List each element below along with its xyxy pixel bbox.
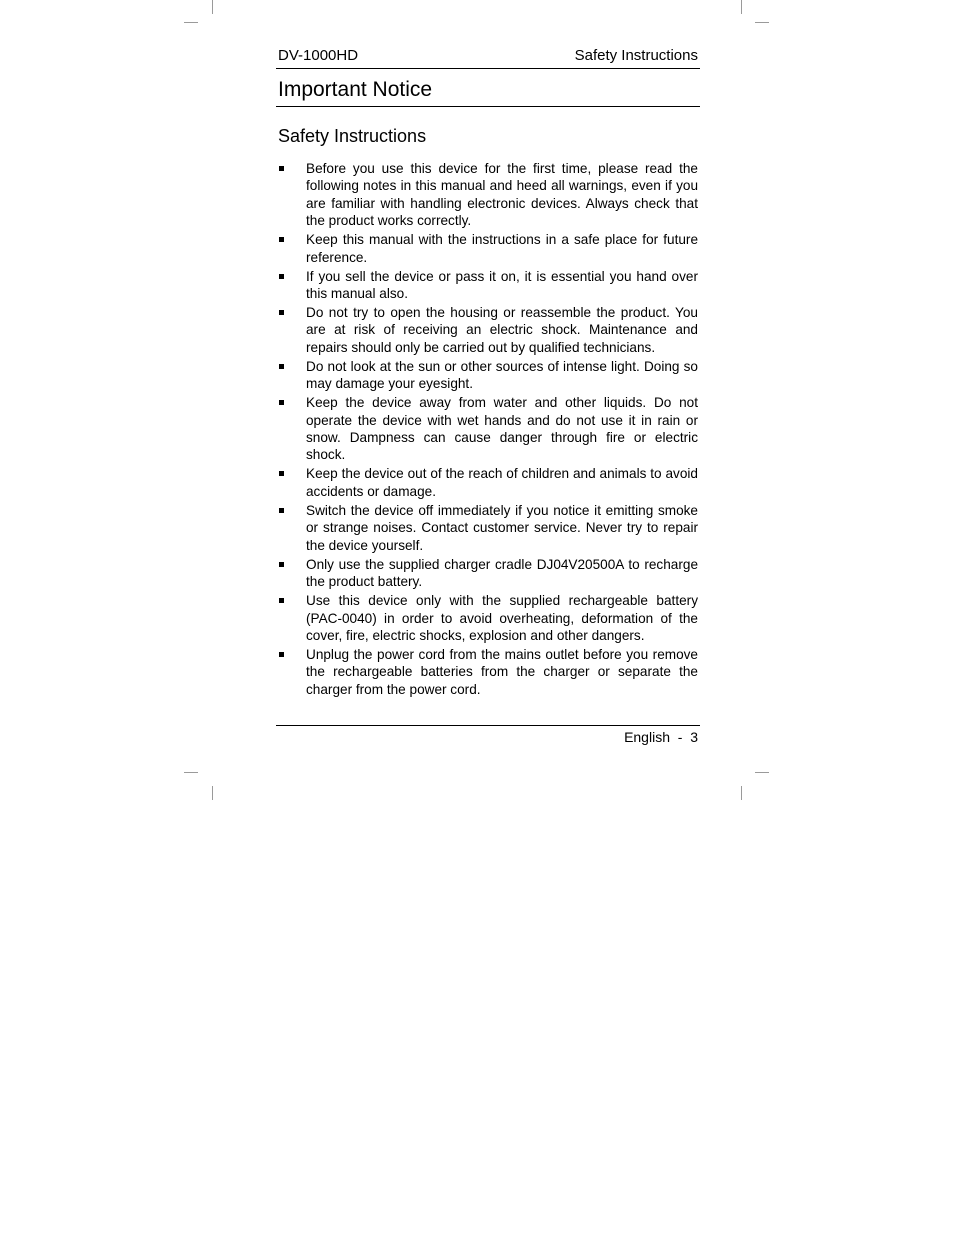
bullet-text: Keep the device out of the reach of children and animals to avoid accidents or damage. — [306, 466, 698, 499]
bullet-item — [276, 465, 700, 500]
crop-mark-bottom-right-h — [755, 772, 769, 773]
section-title: Safety Instructions — [278, 126, 427, 146]
bullet-item — [276, 502, 700, 554]
header-model: DV-1000HD — [278, 47, 359, 64]
bullet-item — [276, 304, 700, 356]
bullet-text: Do not try to open the housing or reassemble the product. You are at risk of receiving an electric shock. Maintenance and repairs should only be carried out by qualified technicians. — [306, 305, 698, 355]
running-header — [276, 46, 700, 69]
bullet-text: Keep the device away from water and other liquids. Do not operate the device with wet hands and do not use it in rain or snow. Dampness can cause danger through fire or electric shock. — [306, 395, 698, 463]
bullet-item — [276, 231, 700, 266]
bullet-item — [276, 556, 700, 591]
bullet-text: Do not look at the sun or other sources of intense light. Doing so may damage your eyesight. — [306, 358, 698, 392]
crop-mark-top-right-v — [741, 0, 742, 14]
crop-mark-top-left-h — [184, 22, 198, 23]
bullet-square-icon — [279, 274, 284, 279]
manual-page — [276, 46, 700, 700]
bullet-item — [276, 592, 700, 644]
bullet-text: Switch the device off immediately if you notice it emitting smoke or strange noises. Contact customer service. Never try to repair the device yourself. — [306, 502, 698, 553]
bullet-square-icon — [279, 471, 284, 476]
bullet-square-icon — [279, 237, 284, 242]
crop-mark-bottom-left-h — [184, 772, 198, 773]
bullet-text: Use this device only with the supplied rechargeable battery (PAC-0040) in order to avoid overheating, deformation of the cover, fire, electric shocks, explosion and other dangers. — [306, 593, 698, 643]
header-section: Safety Instructions — [574, 47, 698, 64]
bullet-square-icon — [279, 310, 284, 315]
crop-mark-top-left-v — [212, 0, 213, 14]
page-footer — [276, 725, 700, 746]
bullet-item — [276, 646, 700, 698]
bullet-item — [276, 160, 700, 230]
bullet-text: Before you use this device for the first time, please read the following notes in this manual and heed all warnings, even if you are familiar with handling electronic devices. Always check that the product works correctly. — [306, 161, 698, 229]
bullet-text: If you sell the device or pass it on, it is essential you hand over this manual also. — [306, 268, 698, 302]
bullet-square-icon — [279, 508, 284, 513]
safety-bullet-list — [276, 160, 700, 698]
bullet-square-icon — [279, 400, 284, 405]
bullet-item — [276, 268, 700, 303]
crop-mark-top-right-h — [755, 22, 769, 23]
bullet-item — [276, 394, 700, 464]
bullet-square-icon — [279, 166, 284, 171]
bullet-text: Only use the supplied charger cradle DJ04V20500A to recharge the product battery. — [306, 556, 698, 590]
bullet-square-icon — [279, 652, 284, 657]
bullet-square-icon — [279, 562, 284, 567]
bullet-square-icon — [279, 598, 284, 603]
crop-mark-bottom-right-v — [741, 786, 742, 800]
page-number: English - 3 — [624, 729, 698, 745]
chapter-title: Important Notice — [276, 77, 700, 107]
bullet-square-icon — [279, 364, 284, 369]
bullet-item — [276, 358, 700, 393]
bullet-text: Unplug the power cord from the mains outlet before you remove the rechargeable batteries from the charger or separate the charger from the power cord. — [306, 646, 698, 697]
crop-mark-bottom-left-v — [212, 786, 213, 800]
bullet-text: Keep this manual with the instructions in a safe place for future reference. — [306, 232, 698, 265]
